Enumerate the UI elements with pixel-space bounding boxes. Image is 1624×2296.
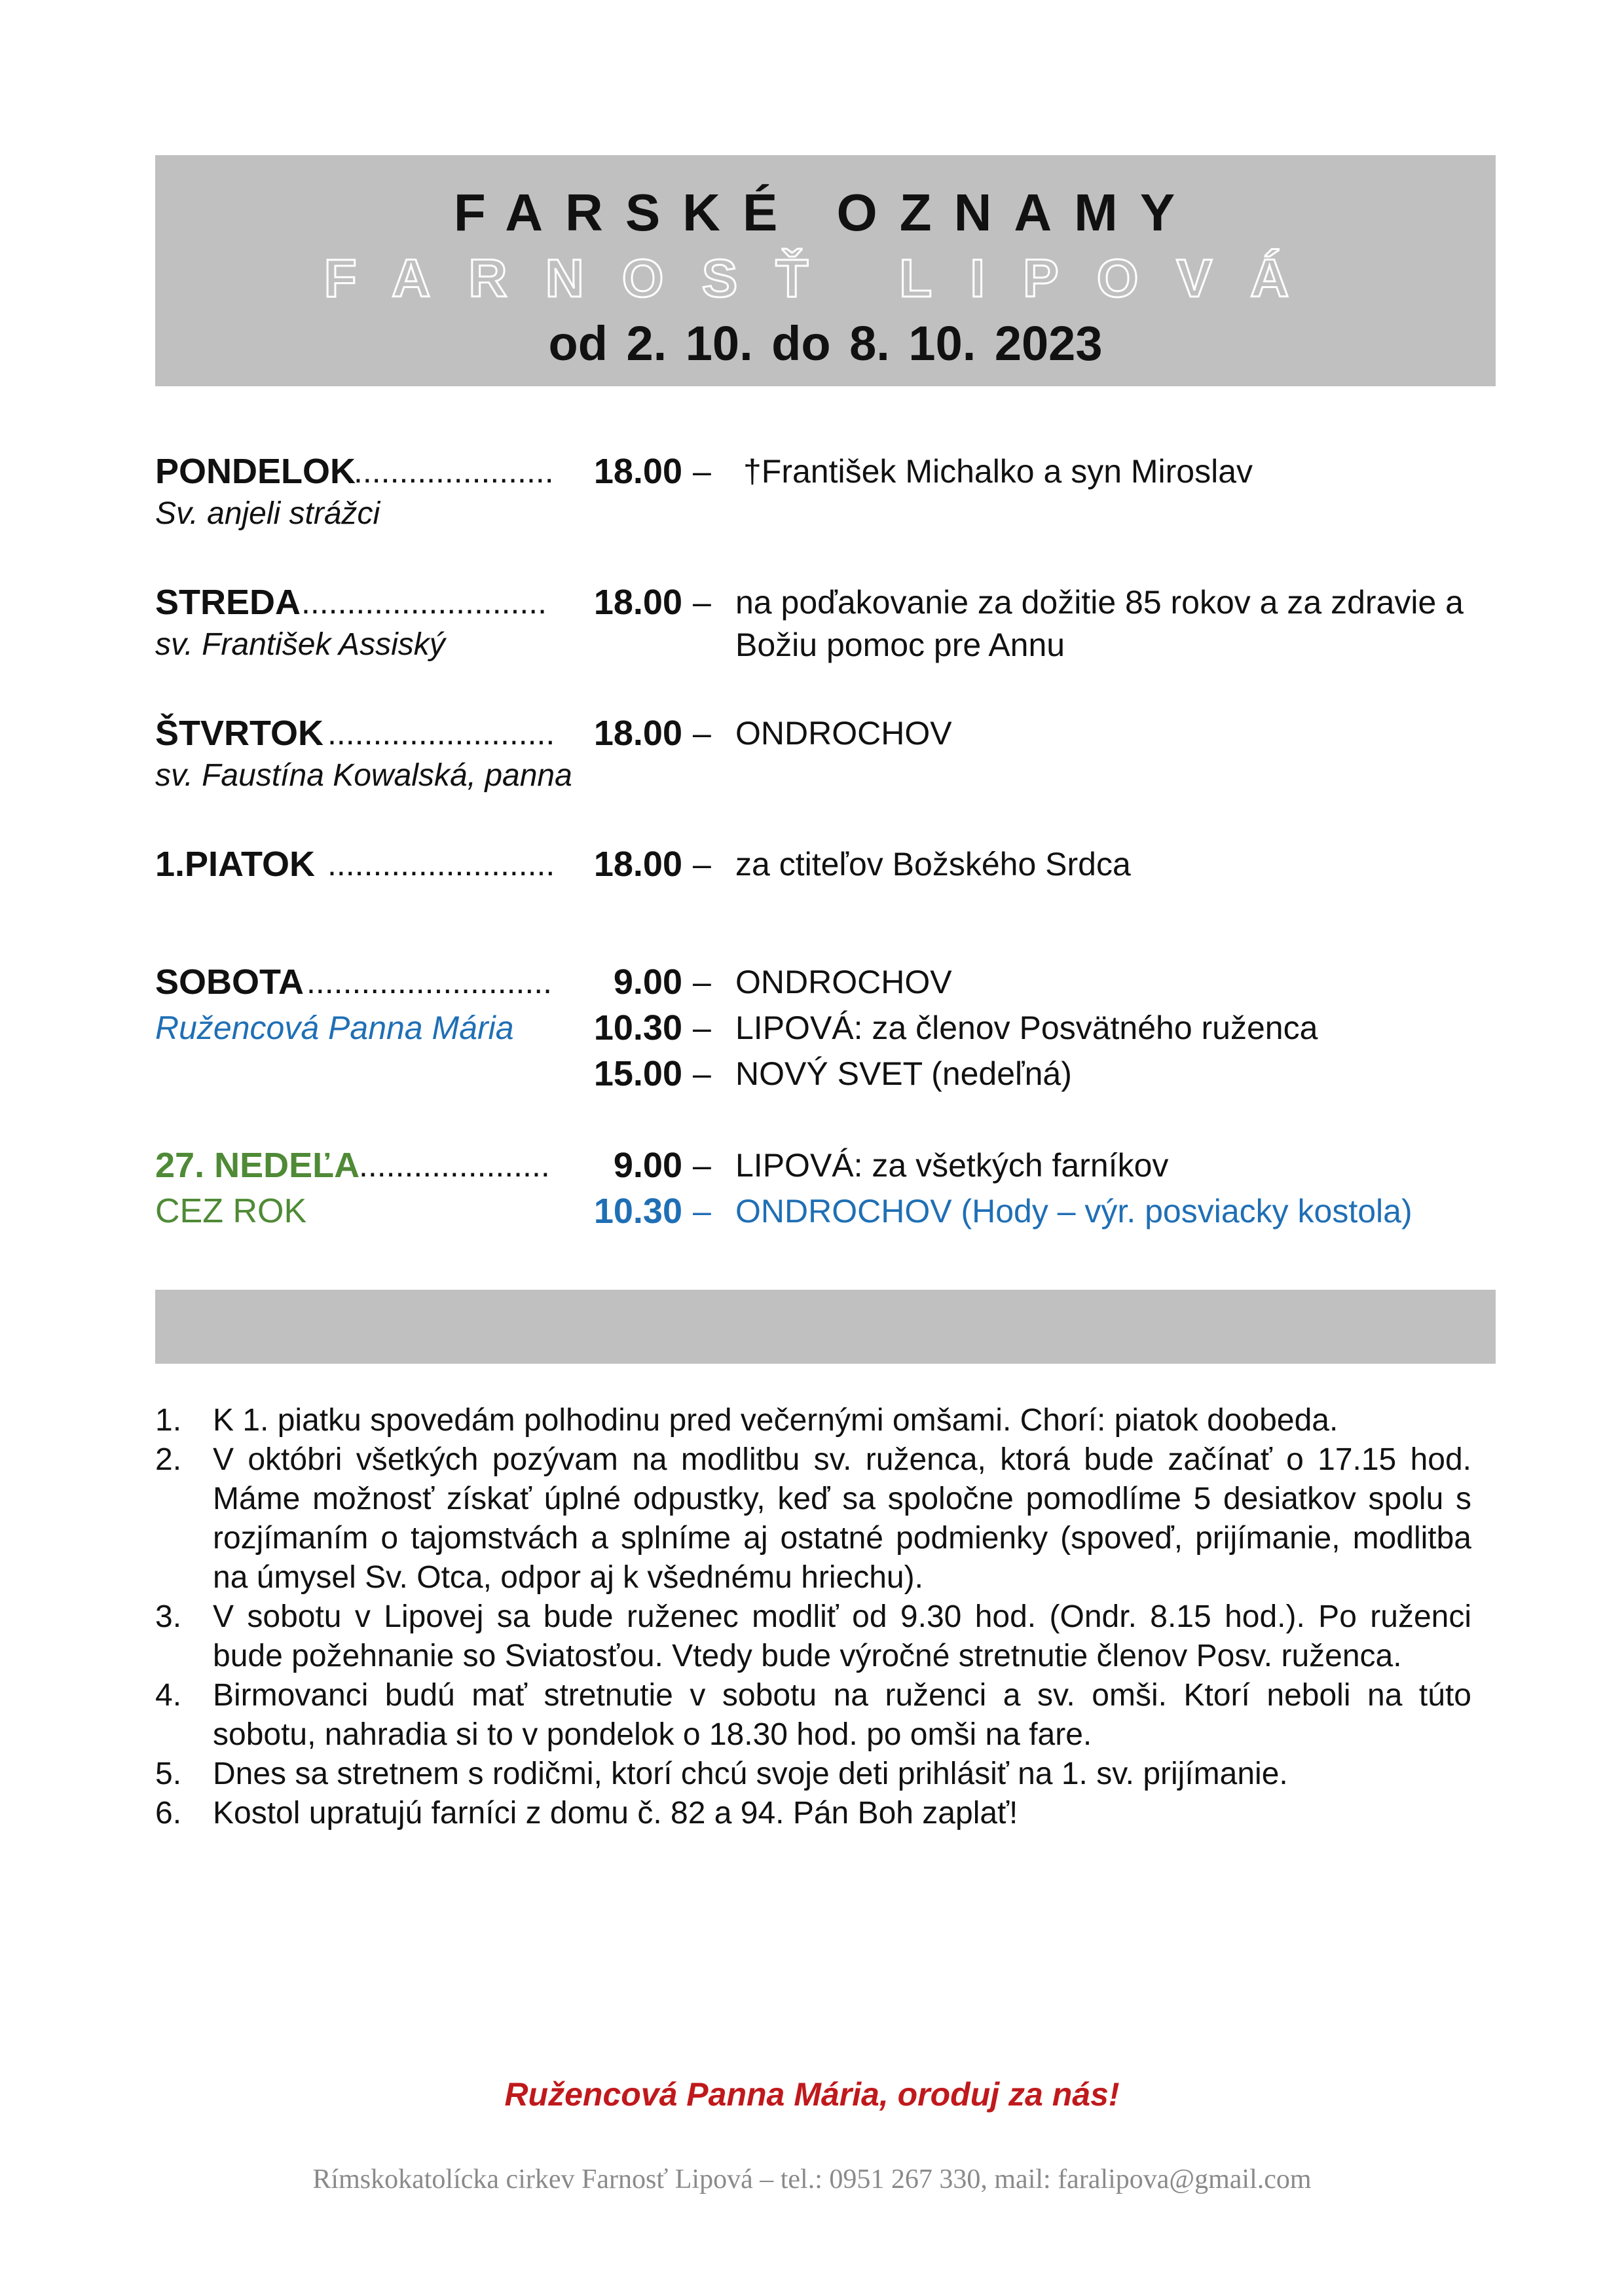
- mass-time: 18.00: [593, 583, 682, 622]
- mass-intention: LIPOVÁ: za členov Posvätného ruženca: [735, 1010, 1318, 1046]
- footer-contact: Rímskokatolícka cirkev Farnosť Lipová – tel.: 0951 267 330, mail: faralipova@gmail.com: [312, 2164, 1312, 2195]
- header-banner: [155, 155, 1496, 386]
- item-number: 3.: [155, 1599, 182, 1634]
- dash: –: [693, 1193, 711, 1230]
- dash: –: [693, 1010, 711, 1046]
- dot-leader: .....................: [359, 1147, 550, 1184]
- dash: –: [693, 453, 711, 490]
- saint-name: Sv. anjeli strážci: [155, 496, 380, 531]
- schedule-row-monday: [0, 448, 1624, 494]
- announcements-list: [155, 1401, 1471, 1833]
- item-text: K 1. piatku spovedám polhodinu pred večernými omšami. Chorí: piatok doobeda.: [213, 1403, 1338, 1438]
- dot-leader: ...........................: [306, 964, 553, 1000]
- mass-intention: †František Michalko a syn Miroslav: [743, 453, 1253, 490]
- mass-intention: za ctiteľov Božského Srdca: [735, 846, 1131, 883]
- saint-name: sv. Faustína Kowalská, panna: [155, 758, 572, 793]
- schedule-row-sunday: [0, 1142, 1624, 1188]
- mass-time: 9.00: [613, 962, 682, 1002]
- dash: –: [693, 846, 711, 883]
- schedule-row-saturday: [0, 959, 1624, 1005]
- schedule-row-saturday-3: [0, 1051, 1624, 1097]
- liturgical-week: CEZ ROK: [155, 1192, 307, 1230]
- mass-time: 9.00: [613, 1146, 682, 1185]
- day-label: PONDELOK: [155, 452, 356, 491]
- parish-name: FARNOSŤ LIPOVÁ: [323, 249, 1327, 308]
- item-number: 6.: [155, 1796, 182, 1831]
- item-number: 5.: [155, 1757, 182, 1791]
- dot-leader: .........................: [327, 846, 555, 883]
- section-divider-bar: [155, 1290, 1496, 1364]
- mass-intention: ONDROCHOV: [735, 964, 952, 1000]
- mass-time: 10.30: [593, 1008, 682, 1048]
- schedule-row-sunday-2: [0, 1188, 1624, 1234]
- mass-time: 18.00: [593, 714, 682, 753]
- list-item: [155, 1440, 1471, 1597]
- dash: –: [693, 1147, 711, 1184]
- item-number: 2.: [155, 1442, 182, 1477]
- mass-intention: LIPOVÁ: za všetkých farníkov: [735, 1147, 1169, 1184]
- list-item: [155, 1794, 1471, 1833]
- day-label: 27. NEDEĽA: [155, 1146, 360, 1185]
- closing-prayer: Ružencová Panna Mária, oroduj za nás!: [504, 2076, 1120, 2113]
- item-text: V októbri všetkých pozývam na modlitbu sv. ruženca, ktorá bude začínať o 17.15 hod. Máme možnosť získať úplné odpustky, keď sa spoločne pomodlíme 5 desiatkov spolu s rozjímaním o tajomstvách a splníme aj ostatné podmienky (spoveď, prijímanie, modlitba na úmysel Sv. Otca, odpor aj k všednému hriechu).: [213, 1442, 1471, 1595]
- mass-intention: ONDROCHOV: [735, 715, 952, 752]
- dot-leader: .........................: [327, 715, 555, 752]
- mass-time: 15.00: [593, 1054, 682, 1093]
- mass-time: 10.30: [593, 1192, 682, 1231]
- schedule-row-saturday-2: [0, 1005, 1624, 1051]
- dash: –: [693, 1055, 711, 1092]
- mass-time: 18.00: [593, 452, 682, 491]
- page-title: FARSKÉ OZNAMY: [453, 183, 1198, 242]
- list-item: [155, 1401, 1471, 1440]
- mass-intention: ONDROCHOV (Hody – výr. posviacky kostola): [735, 1193, 1412, 1230]
- schedule-row-thursday: [0, 710, 1624, 756]
- dash: –: [693, 715, 711, 752]
- item-text: Dnes sa stretnem s rodičmi, ktorí chcú svoje deti prihlásiť na 1. sv. prijímanie.: [213, 1757, 1288, 1791]
- saint-row: [0, 753, 1624, 799]
- mass-intention-continued: Božiu pomoc pre Annu: [735, 627, 1065, 663]
- schedule-row-wednesday: [0, 579, 1624, 625]
- dash: –: [693, 964, 711, 1000]
- day-label: SOBOTA: [155, 962, 304, 1002]
- saint-name: sv. František Assiský: [155, 627, 445, 662]
- day-label: 1.PIATOK: [155, 845, 316, 884]
- item-number: 1.: [155, 1403, 182, 1438]
- mass-intention: NOVÝ SVET (nedeľná): [735, 1055, 1072, 1092]
- list-item: [155, 1597, 1471, 1676]
- saint-name: Ružencová Panna Mária: [155, 1010, 514, 1046]
- day-label: ŠTVRTOK: [155, 714, 324, 753]
- saint-row: [0, 491, 1624, 537]
- schedule-row-friday: [0, 841, 1624, 887]
- saint-row: [0, 622, 1624, 668]
- item-text: V sobotu v Lipovej sa bude ruženec modliť od 9.30 hod. (Ondr. 8.15 hod.). Po ruženci bude požehnanie so Sviatosťou. Vtedy bude výročné stretnutie členov Posv. ruženca.: [213, 1599, 1471, 1673]
- mass-time: 18.00: [593, 845, 682, 884]
- dash: –: [693, 584, 711, 621]
- list-item: [155, 1755, 1471, 1794]
- item-number: 4.: [155, 1678, 182, 1713]
- item-text: Kostol upratujú farníci z domu č. 82 a 94. Pán Boh zaplať!: [213, 1796, 1018, 1831]
- dot-leader: ......................: [354, 453, 554, 490]
- day-label: STREDA: [155, 583, 301, 622]
- item-text: Birmovanci budú mať stretnutie v sobotu na ruženci a sv. omši. Ktorí neboli na túto sobotu, nahradia si to v pondelok o 18.30 hod. po omši na fare.: [213, 1678, 1471, 1752]
- mass-intention: na poďakovanie za dožitie 85 rokov a za zdravie a: [735, 584, 1464, 621]
- list-item: [155, 1676, 1471, 1755]
- date-range: od 2. 10. do 8. 10. 2023: [548, 316, 1103, 371]
- dot-leader: ...........................: [301, 584, 547, 621]
